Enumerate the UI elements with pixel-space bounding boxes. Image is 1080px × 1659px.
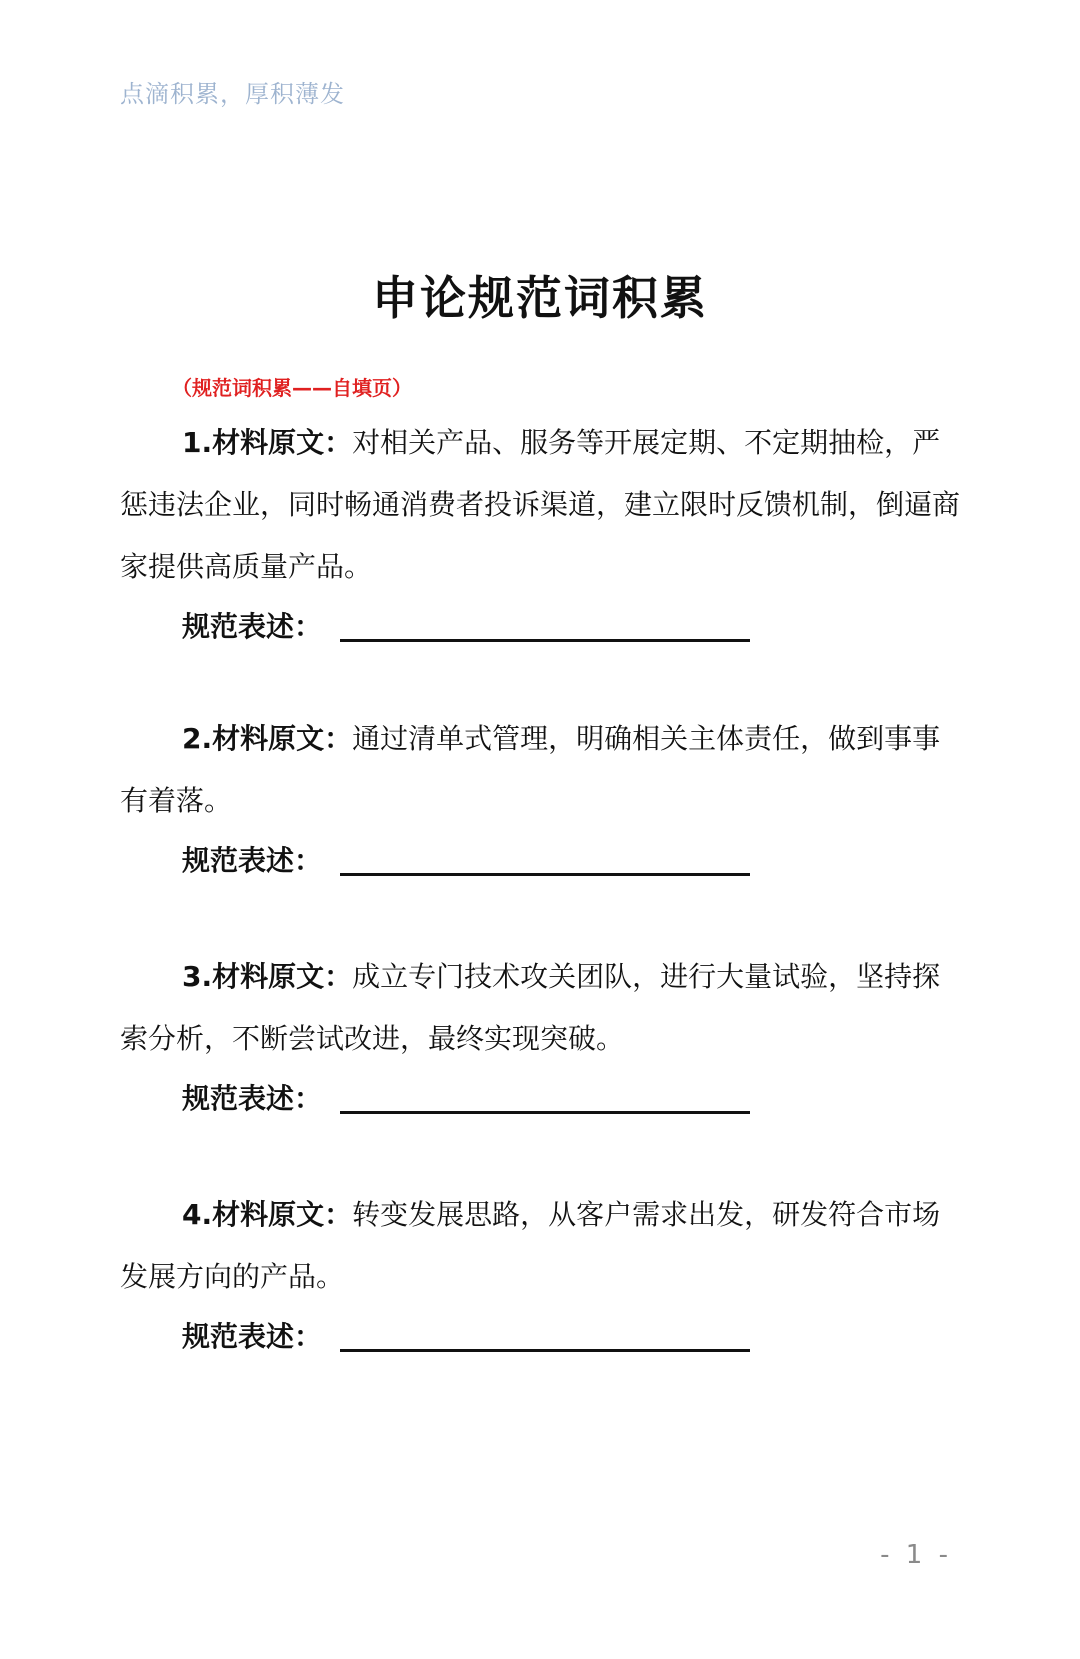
answer-row bbox=[120, 606, 960, 648]
answer-row bbox=[120, 1316, 960, 1358]
answer-blank[interactable] bbox=[340, 639, 750, 642]
material-body: 通过清单式管理，明确相关主体责任，做到事事有着落。 bbox=[120, 722, 941, 817]
page-title: 申论规范词积累 bbox=[372, 271, 708, 325]
answer-blank[interactable] bbox=[340, 873, 750, 876]
material-body: 对相关产品、服务等开展定期、不定期抽检，严惩违法企业，同时畅通消费者投诉渠道，建立限时反馈机制，倒逼商家提供高质量产品。 bbox=[120, 426, 961, 583]
material-text bbox=[120, 708, 960, 832]
exercise-item-4 bbox=[120, 1184, 960, 1358]
answer-row bbox=[120, 1078, 960, 1120]
material-label: 2.材料原文： bbox=[182, 722, 353, 755]
material-label: 3.材料原文： bbox=[182, 960, 353, 993]
material-text bbox=[120, 1184, 960, 1308]
material-text bbox=[120, 946, 960, 1070]
material-text bbox=[120, 412, 960, 598]
material-label: 1.材料原文： bbox=[182, 426, 353, 459]
answer-label: 规范表述： bbox=[182, 1082, 323, 1115]
answer-blank[interactable] bbox=[340, 1349, 750, 1352]
exercise-item-3 bbox=[120, 946, 960, 1120]
page-number: - 1 - bbox=[880, 1540, 952, 1570]
exercise-item-2 bbox=[120, 708, 960, 882]
answer-label: 规范表述： bbox=[182, 610, 323, 643]
subtitle: （规范词积累——自填页） bbox=[172, 376, 412, 400]
material-label: 4.材料原文： bbox=[182, 1198, 353, 1231]
answer-label: 规范表述： bbox=[182, 1320, 323, 1353]
material-body: 成立专门技术攻关团队，进行大量试验，坚持探索分析，不断尝试改进，最终实现突破。 bbox=[120, 960, 941, 1055]
header-tagline: 点滴积累，厚积薄发 bbox=[120, 80, 345, 108]
material-body: 转变发展思路，从客户需求出发，研发符合市场发展方向的产品。 bbox=[120, 1198, 941, 1293]
answer-row bbox=[120, 840, 960, 882]
answer-blank[interactable] bbox=[340, 1111, 750, 1114]
exercise-item-1 bbox=[120, 412, 960, 648]
answer-label: 规范表述： bbox=[182, 844, 323, 877]
